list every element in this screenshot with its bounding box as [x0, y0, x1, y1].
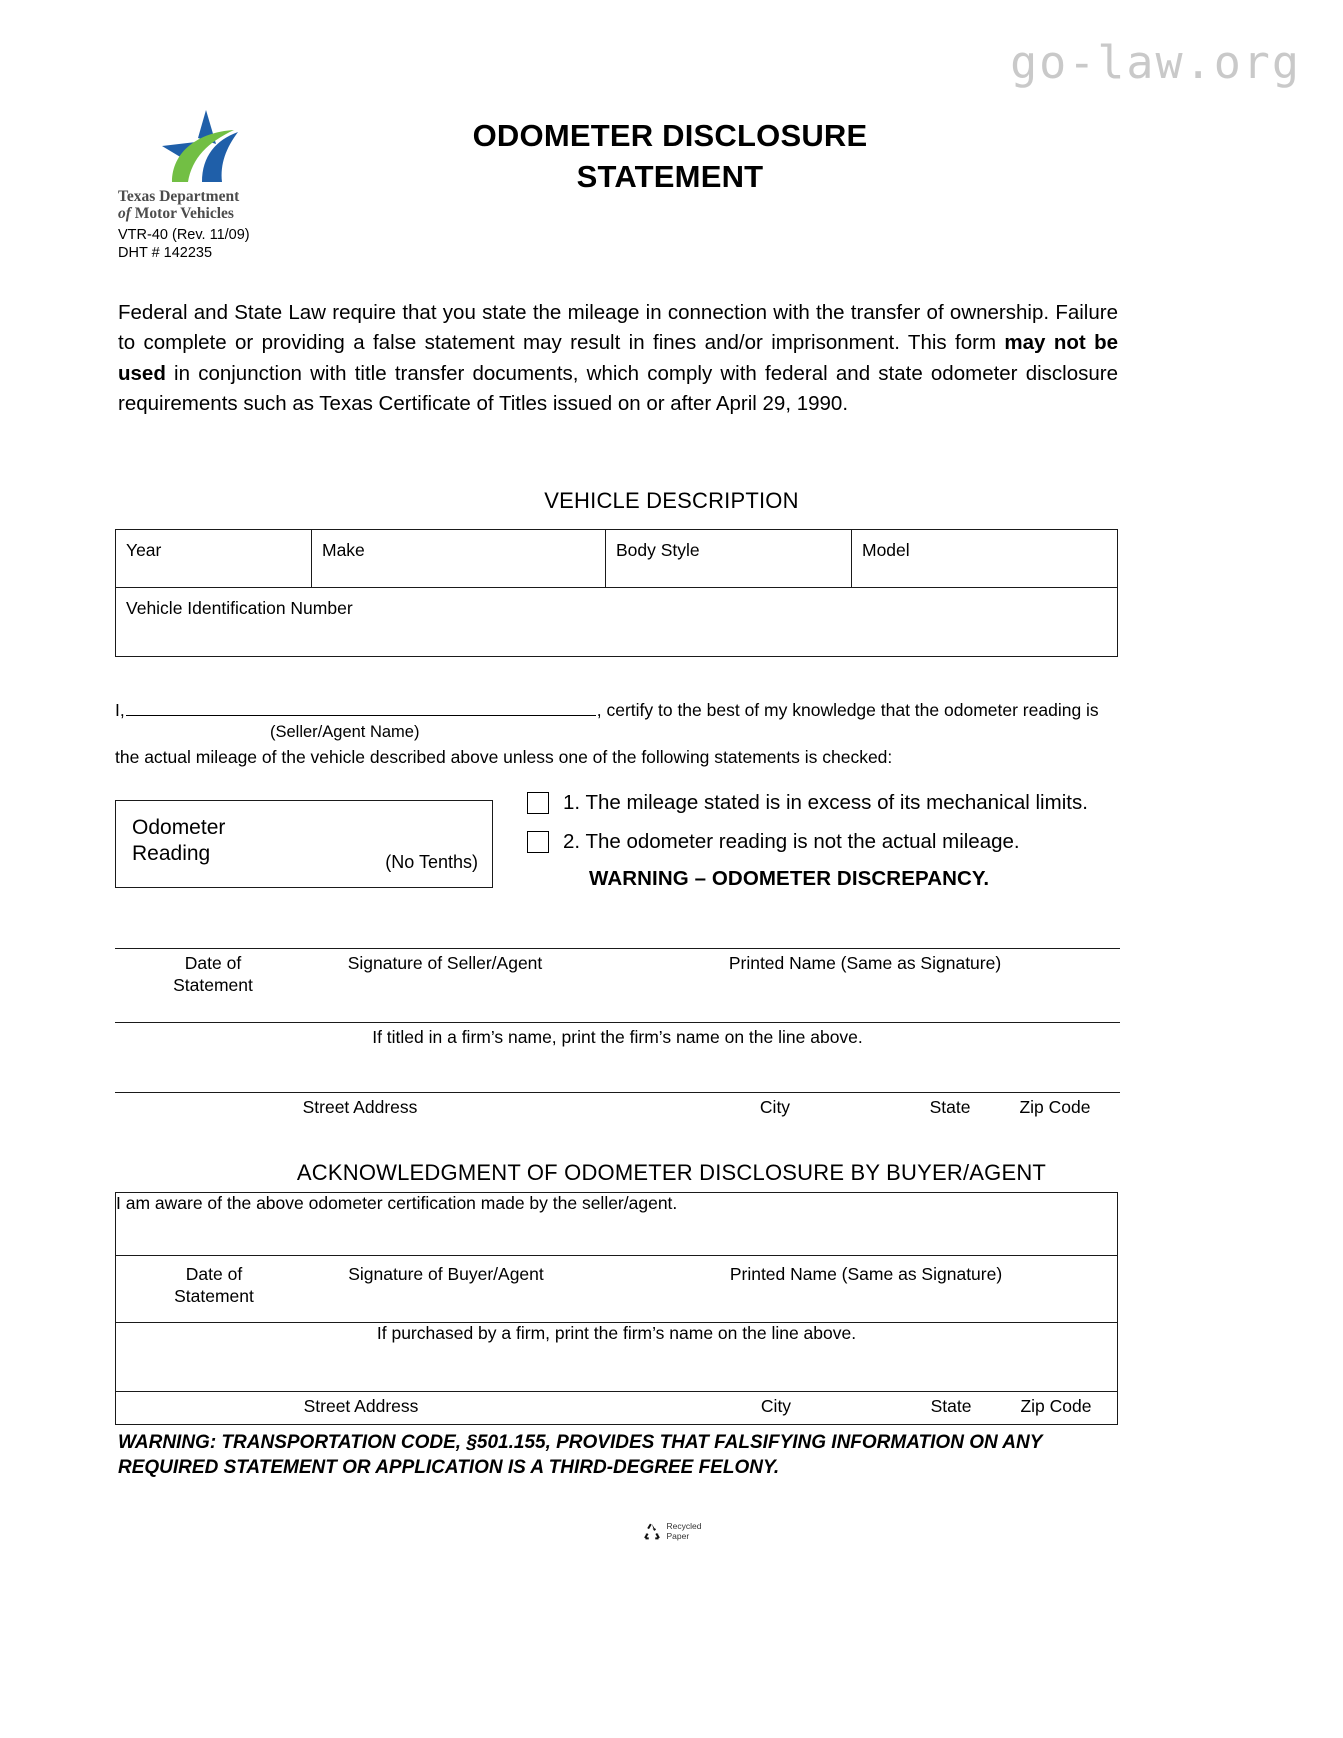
buyer-date-caption — [134, 1264, 294, 1308]
buyer-date-line2: Statement — [174, 1285, 254, 1306]
odometer-reading-label — [132, 815, 225, 866]
seller-agent-name-input[interactable] — [126, 701, 596, 716]
statement-2-row — [527, 829, 1127, 856]
seller-date-line1: Date of — [184, 953, 242, 973]
seller-state-caption: State — [929, 1097, 971, 1117]
buyer-date-line1: Date of — [185, 1264, 243, 1284]
buyer-signature-caption: Signature of Buyer/Agent — [348, 1264, 544, 1284]
seller-signature-caption: Signature of Seller/Agent — [347, 953, 543, 973]
agency-logo-block — [118, 108, 288, 263]
vehicle-description-heading: VEHICLE DESCRIPTION — [544, 488, 799, 513]
page-title-line1: ODOMETER DISCLOSURE — [472, 118, 868, 153]
vehicle-vin-cell[interactable] — [116, 588, 1118, 657]
vehicle-vin-label: Vehicle Identification Number — [126, 598, 353, 618]
statement-2-label: The odometer reading is not the actual mileage. — [585, 829, 1020, 853]
buyer-firm-note: If purchased by a firm, print the firm’s name on the line above. — [376, 1323, 857, 1343]
buyer-firm-cell[interactable] — [116, 1323, 1118, 1392]
table-row — [116, 1256, 1118, 1323]
table-row — [116, 1193, 1118, 1256]
intro-part1: Federal and State Law require that you state the mileage in connection with the transfer of ownership. Failure to complete or providing a false statement may result in fines and/or imprisonment. This form — [118, 301, 1118, 355]
vehicle-bodystyle-label: Body Style — [616, 540, 700, 560]
agency-wordmark — [118, 188, 288, 223]
buyer-city-caption: City — [760, 1396, 792, 1416]
seller-address-captions — [115, 1093, 1120, 1139]
recycled-line1: Recycled — [666, 1521, 702, 1532]
exception-statements — [527, 790, 1127, 891]
statement-1-text — [563, 790, 1088, 817]
statement-1-label: The mileage stated is in excess of its mechanical limits. — [585, 791, 1088, 814]
buyer-zip-caption: Zip Code — [1020, 1396, 1092, 1416]
certification-line-1 — [115, 700, 1120, 721]
buyer-printed-name-caption: Printed Name (Same as Signature) — [729, 1264, 1003, 1284]
buyer-signature-cell[interactable] — [116, 1256, 1118, 1323]
table-row — [116, 588, 1118, 657]
statement-1-number: 1. — [563, 791, 581, 814]
agency-wordmark-line1: Texas Department — [118, 188, 240, 205]
vehicle-model-cell[interactable] — [852, 530, 1118, 588]
buyer-aware-cell — [116, 1193, 1118, 1256]
odometer-statements-row — [115, 791, 1125, 910]
vehicle-year-cell[interactable] — [116, 530, 312, 588]
odometer-label-line1: Odometer — [132, 816, 226, 839]
seller-agent-name-caption: (Seller/Agent Name) — [270, 723, 420, 741]
intro-paragraph — [118, 298, 1118, 419]
seller-firm-block — [115, 1022, 1120, 1069]
odometer-label-line2: Reading — [132, 841, 211, 865]
vehicle-description-table — [115, 529, 1118, 657]
odometer-discrepancy-warning: WARNING – ODOMETER DISCREPANCY. — [589, 867, 990, 891]
recycled-paper-mark — [0, 1522, 1343, 1542]
vehicle-model-label: Model — [862, 540, 910, 560]
seller-signature-block — [115, 948, 1120, 995]
recycle-icon — [642, 1522, 662, 1542]
table-row — [116, 1323, 1118, 1392]
intro-bold-phrase: may not be used — [118, 331, 1119, 385]
statement-1-checkbox[interactable] — [527, 792, 549, 814]
seller-date-caption — [133, 953, 293, 997]
buyer-aware-text: I am aware of the above odometer certification made by the seller/agent. — [116, 1193, 678, 1213]
intro-part2: in conjunction with title transfer documents, which comply with federal and state odometer disclosure requirements such as Texas Certificate of Titles issued on or after April 29, 1990. — [118, 361, 1118, 415]
seller-street-caption: Street Address — [302, 1097, 418, 1117]
statement-2-number: 2. — [563, 829, 581, 853]
vehicle-make-label: Make — [322, 540, 365, 560]
statement-1-row — [527, 790, 1127, 817]
seller-date-line2: Statement — [173, 974, 253, 995]
certification-after-blank: , certify to the best of my knowledge that the odometer reading is — [596, 700, 1099, 720]
certification-line-2: the actual mileage of the vehicle described above unless one of the following statements is checked: — [115, 747, 893, 767]
certification-block — [115, 700, 1120, 768]
recycled-paper-label — [667, 1522, 702, 1542]
seller-address-block — [115, 1092, 1120, 1139]
odometer-reading-input[interactable] — [115, 800, 493, 888]
felony-warning-text: WARNING: TRANSPORTATION CODE, §501.155, PROVIDES THAT FALSIFYING INFORMATION ON ANY REQUIRED STATEMENT OR APPLICATION IS A THIRD-DEGREE FELONY. — [118, 1432, 1043, 1479]
dht-number: DHT # 142235 — [118, 245, 213, 262]
page-title-line2: STATEMENT — [576, 158, 764, 194]
buyer-state-caption: State — [930, 1396, 972, 1416]
recycled-line2: Paper — [666, 1531, 690, 1541]
certification-i-prefix: I, — [115, 700, 125, 720]
buyer-street-caption: Street Address — [303, 1396, 419, 1416]
acknowledgment-heading: ACKNOWLEDGMENT OF ODOMETER DISCLOSURE BY BUYER/AGENT — [296, 1160, 1047, 1185]
vehicle-year-label: Year — [126, 540, 162, 560]
site-watermark: go-law.org — [1010, 36, 1301, 89]
seller-firm-caption-row — [115, 1023, 1120, 1069]
seller-zip-caption: Zip Code — [1019, 1097, 1091, 1117]
table-row — [116, 1392, 1118, 1425]
agency-wordmark-line2: of Motor Vehicles — [118, 205, 234, 223]
seller-printed-name-caption: Printed Name (Same as Signature) — [728, 953, 1002, 973]
table-row — [116, 530, 1118, 588]
page-title — [300, 116, 1040, 198]
buyer-address-cell[interactable] — [116, 1392, 1118, 1425]
form-header — [0, 108, 1343, 262]
vehicle-bodystyle-cell[interactable] — [606, 530, 852, 588]
vehicle-make-cell[interactable] — [312, 530, 606, 588]
form-number-block — [118, 226, 288, 263]
statement-2-checkbox[interactable] — [527, 831, 549, 853]
odometer-no-tenths-note: (No Tenths) — [385, 852, 478, 872]
seller-city-caption: City — [759, 1097, 791, 1117]
seller-firm-note: If titled in a firm’s name, print the firm’s name on the line above. — [372, 1027, 863, 1047]
form-number: VTR-40 (Rev. 11/09) — [118, 226, 250, 243]
seller-signature-captions — [115, 949, 1120, 995]
acknowledgment-table — [115, 1192, 1118, 1425]
statement-2-text — [563, 829, 1020, 856]
txdmv-star-icon — [142, 108, 254, 186]
